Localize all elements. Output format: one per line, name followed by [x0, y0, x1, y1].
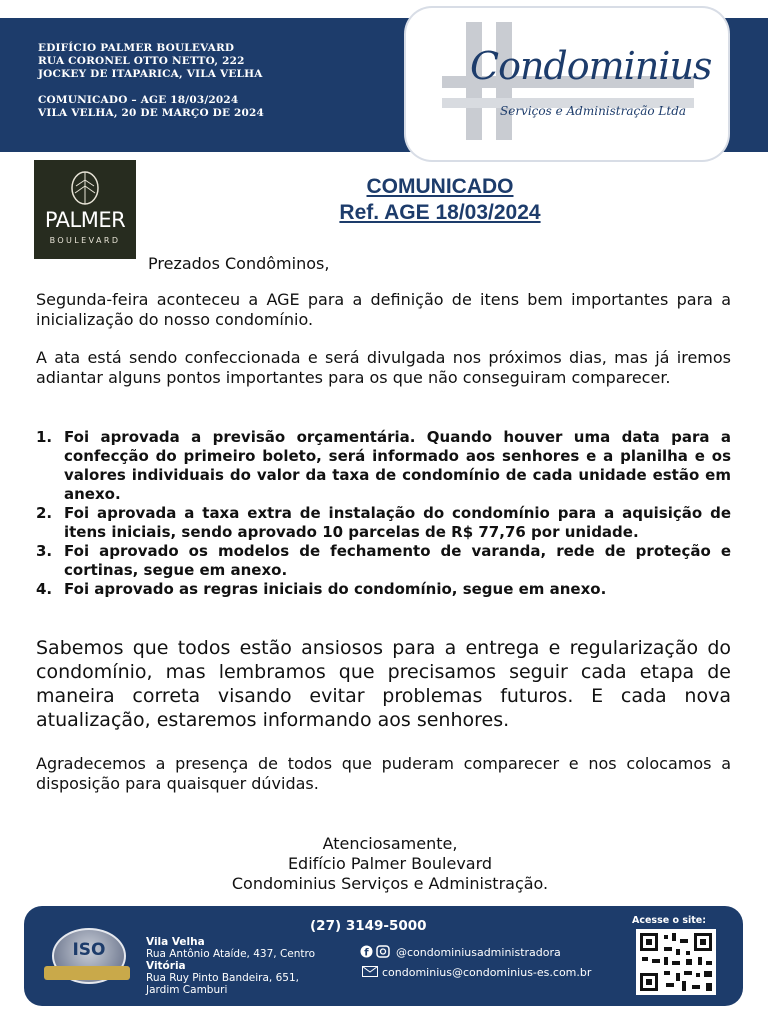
- svg-text:f: f: [364, 947, 369, 958]
- iso-text: ISO: [72, 940, 106, 960]
- list-item: 1. Foi aprovada a previsão orçamentária. Quando houver uma data para a confecção do primeiro boleto, será informado aos senhores e a planilha e os valores individuais do valor da taxa de condomínio de cada unidade estão em anexo.: [36, 428, 731, 503]
- header-line: JOCKEY DE ITAPARICA, VILA VELHA: [38, 68, 263, 80]
- qr-code-icon: [636, 929, 716, 995]
- footer-address: [146, 936, 315, 996]
- palmer-sub: BOULEVARD: [49, 236, 121, 245]
- paragraph-3: Sabemos que todos estão ansiosos para a entrega e regularização do condomínio, mas lembramos que precisamos seguir cada etapa de maneira correta visando evitar problemas futuros. E cada nova atualização, estaremos informando aos senhores.: [36, 637, 731, 731]
- logo-name: Condominius: [470, 44, 712, 88]
- footer-city: Vitória: [146, 960, 186, 972]
- title-line2: Ref. AGE 18/03/2024: [339, 201, 541, 224]
- header-line: RUA CORONEL OTTO NETTO, 222: [38, 55, 245, 67]
- list-item: 3. Foi aprovado os modelos de fechamento de varanda, rede de proteção e cortinas, segue em anexo.: [36, 542, 731, 579]
- paragraph-1: Segunda-feira aconteceu a AGE para a definição de itens bem importantes para a inicialização do nosso condomínio.: [36, 290, 731, 329]
- footer-city: Vila Velha: [146, 936, 205, 948]
- approved-items-list: [36, 428, 731, 599]
- paragraph-2: A ata está sendo confeccionada e será divulgada nos próximos dias, mas já iremos adiantar alguns pontos importantes para os que não conseguiram comparecer.: [36, 348, 731, 387]
- facebook-instagram-icon: [360, 945, 392, 959]
- mail-icon: [362, 966, 378, 977]
- social-handle[interactable]: f @condominiusadministradora: [360, 945, 561, 959]
- qr-code[interactable]: [636, 929, 716, 995]
- signature-line: Condominius Serviços e Administração.: [231, 874, 549, 893]
- site-label: Acesse o site:: [632, 915, 707, 926]
- iso-ribbon: [44, 966, 130, 980]
- palmer-logo: [34, 160, 136, 259]
- header-line: EDIFÍCIO PALMER BOULEVARD: [38, 42, 235, 54]
- logo-subtitle: Serviços e Administração Ltda: [500, 104, 687, 118]
- palmer-word: PALMER: [44, 208, 126, 232]
- footer-email[interactable]: condominius@condominius-es.com.br: [362, 966, 591, 979]
- signature: [190, 834, 590, 894]
- header-line: VILA VELHA, 20 DE MARÇO DE 2024: [38, 107, 265, 119]
- title-line1: COMUNICADO: [366, 175, 514, 198]
- paragraph-4: Agradecemos a presença de todos que puderam comparecer e nos colocamos a disposição para quaisquer dúvidas.: [36, 754, 731, 793]
- signature-line: Edifício Palmer Boulevard: [287, 854, 493, 873]
- footer-address-line: Jardim Camburi: [146, 984, 228, 996]
- signature-line: Atenciosamente,: [322, 834, 458, 853]
- list-item: 4. Foi aprovado as regras iniciais do condomínio, segue em anexo.: [36, 580, 607, 598]
- header-line: COMUNICADO – AGE 18/03/2024: [38, 94, 239, 106]
- footer-phone[interactable]: (27) 3149-5000: [310, 918, 427, 934]
- list-item: 2. Foi aprovada a taxa extra de instalação do condomínio para a aquisição de itens iniciais, sendo aprovado 10 parcelas de R$ 77,76 por unidade.: [36, 504, 731, 541]
- document-title: [300, 174, 580, 226]
- footer-address-line: Rua Ruy Pinto Bandeira, 651,: [146, 972, 299, 984]
- greeting: Prezados Condôminos,: [148, 254, 330, 273]
- footer-address-line: Rua Antônio Ataíde, 437, Centro: [146, 948, 316, 960]
- header-address: [38, 42, 264, 120]
